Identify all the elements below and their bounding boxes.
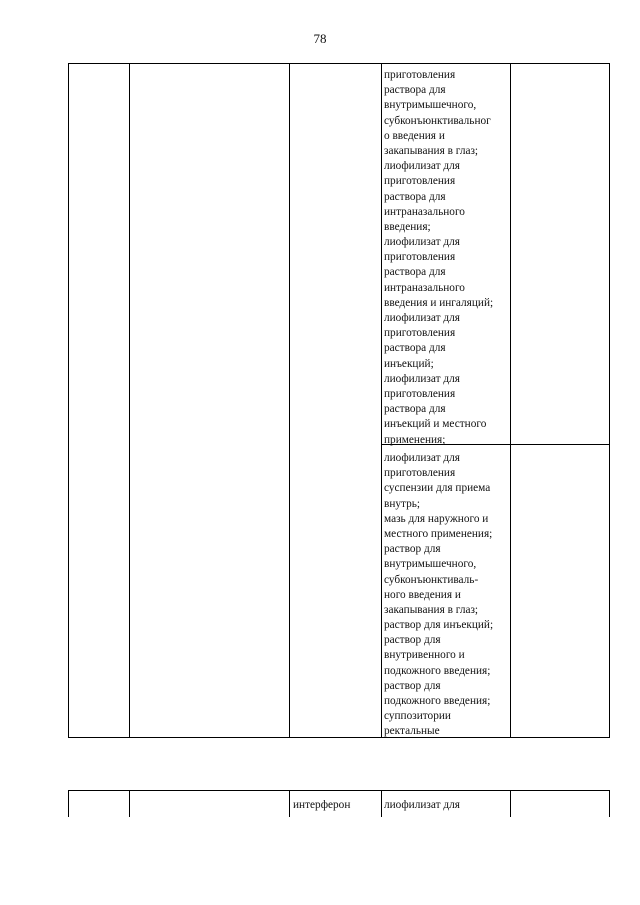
- cell-line: раствор для: [384, 679, 441, 692]
- table-2-top-border: [68, 790, 610, 791]
- cell-line: раствор для: [384, 543, 441, 556]
- cell-line: инъекций и местного: [384, 418, 487, 431]
- cell-line: раствора для: [384, 84, 446, 97]
- cell-line: ного введения и: [384, 588, 461, 601]
- cell-line: лиофилизат для: [384, 372, 460, 385]
- cell-line: раствора для: [384, 190, 446, 203]
- cell-line: применения;: [384, 433, 446, 446]
- cell-line: ректальные: [384, 725, 440, 738]
- cell-line: раствора для: [384, 342, 446, 355]
- cell-line: внутримышечного,: [384, 558, 477, 571]
- cell-line: раствор для: [384, 634, 441, 647]
- cell-line: местного применения;: [384, 527, 493, 540]
- cell-line: суппозитории: [384, 710, 451, 723]
- page-number: 78: [313, 31, 327, 46]
- cell-line: мазь для наружного и: [384, 512, 489, 525]
- cell-line: приготовления: [384, 251, 456, 264]
- cell-line: лиофилизат для: [384, 160, 460, 173]
- table-2-col-border-5: [510, 790, 511, 817]
- cell-line: раствора для: [384, 266, 446, 279]
- dosage-form-cell: лиофилизат для: [384, 799, 460, 811]
- cell-line: приготовления: [384, 467, 456, 480]
- table-2-col-border-6: [609, 790, 610, 817]
- table-2-col-border-4: [381, 790, 382, 817]
- table-1-col-border-4: [381, 63, 382, 738]
- cell-line: инъекций;: [384, 357, 434, 370]
- table-1-bottom-border: [68, 737, 610, 738]
- cell-line: подкожного введения;: [384, 664, 491, 677]
- cell-line: закапывания в глаз;: [384, 144, 479, 157]
- cell-line: лиофилизат для: [384, 452, 460, 464]
- cell-line: субконъюнктивальног: [384, 114, 491, 127]
- table-2-col-border-3: [289, 790, 290, 817]
- cell-line: приготовления: [384, 175, 456, 188]
- cell-line: суспензии для приема: [384, 482, 491, 495]
- cell-line: закапывания в глаз;: [384, 603, 479, 616]
- table-1-col-border-1: [68, 63, 69, 738]
- table-1-col-border-3: [289, 63, 290, 738]
- cell-line: внутримышечного,: [384, 99, 477, 112]
- table-1-col-border-5: [510, 63, 511, 738]
- cell-line: введения и ингаляций;: [384, 296, 494, 309]
- table-1-top-border: [68, 63, 610, 64]
- table-2-col-border-1: [68, 790, 69, 817]
- cell-line: интраназального: [384, 205, 465, 218]
- dosage-forms-cell-row-1: [384, 68, 510, 448]
- drug-name-cell: интерферон: [293, 799, 351, 811]
- cell-line: приготовления: [384, 327, 456, 340]
- table-2-col-border-2: [129, 790, 130, 817]
- cell-line: приготовления: [384, 69, 456, 81]
- cell-line: субконъюнктиваль-: [384, 573, 479, 586]
- cell-line: лиофилизат для: [384, 236, 460, 249]
- cell-line: подкожного введения;: [384, 695, 491, 707]
- cell-line: внутрь;: [384, 497, 421, 510]
- cell-line: внутривенного и: [384, 649, 465, 662]
- cell-line: приготовления: [384, 387, 456, 400]
- cell-line: раствор для инъекций;: [384, 619, 494, 632]
- table-1-col-border-6: [609, 63, 610, 738]
- cell-line: интраназального: [384, 281, 465, 294]
- cell-line: о введения и: [384, 129, 445, 142]
- cell-line: введения;: [384, 220, 431, 233]
- cell-line: лиофилизат для: [384, 312, 460, 324]
- table-1-col-border-2: [129, 63, 130, 738]
- cell-line: раствора для: [384, 403, 446, 416]
- dosage-forms-cell-row-2: [384, 451, 510, 740]
